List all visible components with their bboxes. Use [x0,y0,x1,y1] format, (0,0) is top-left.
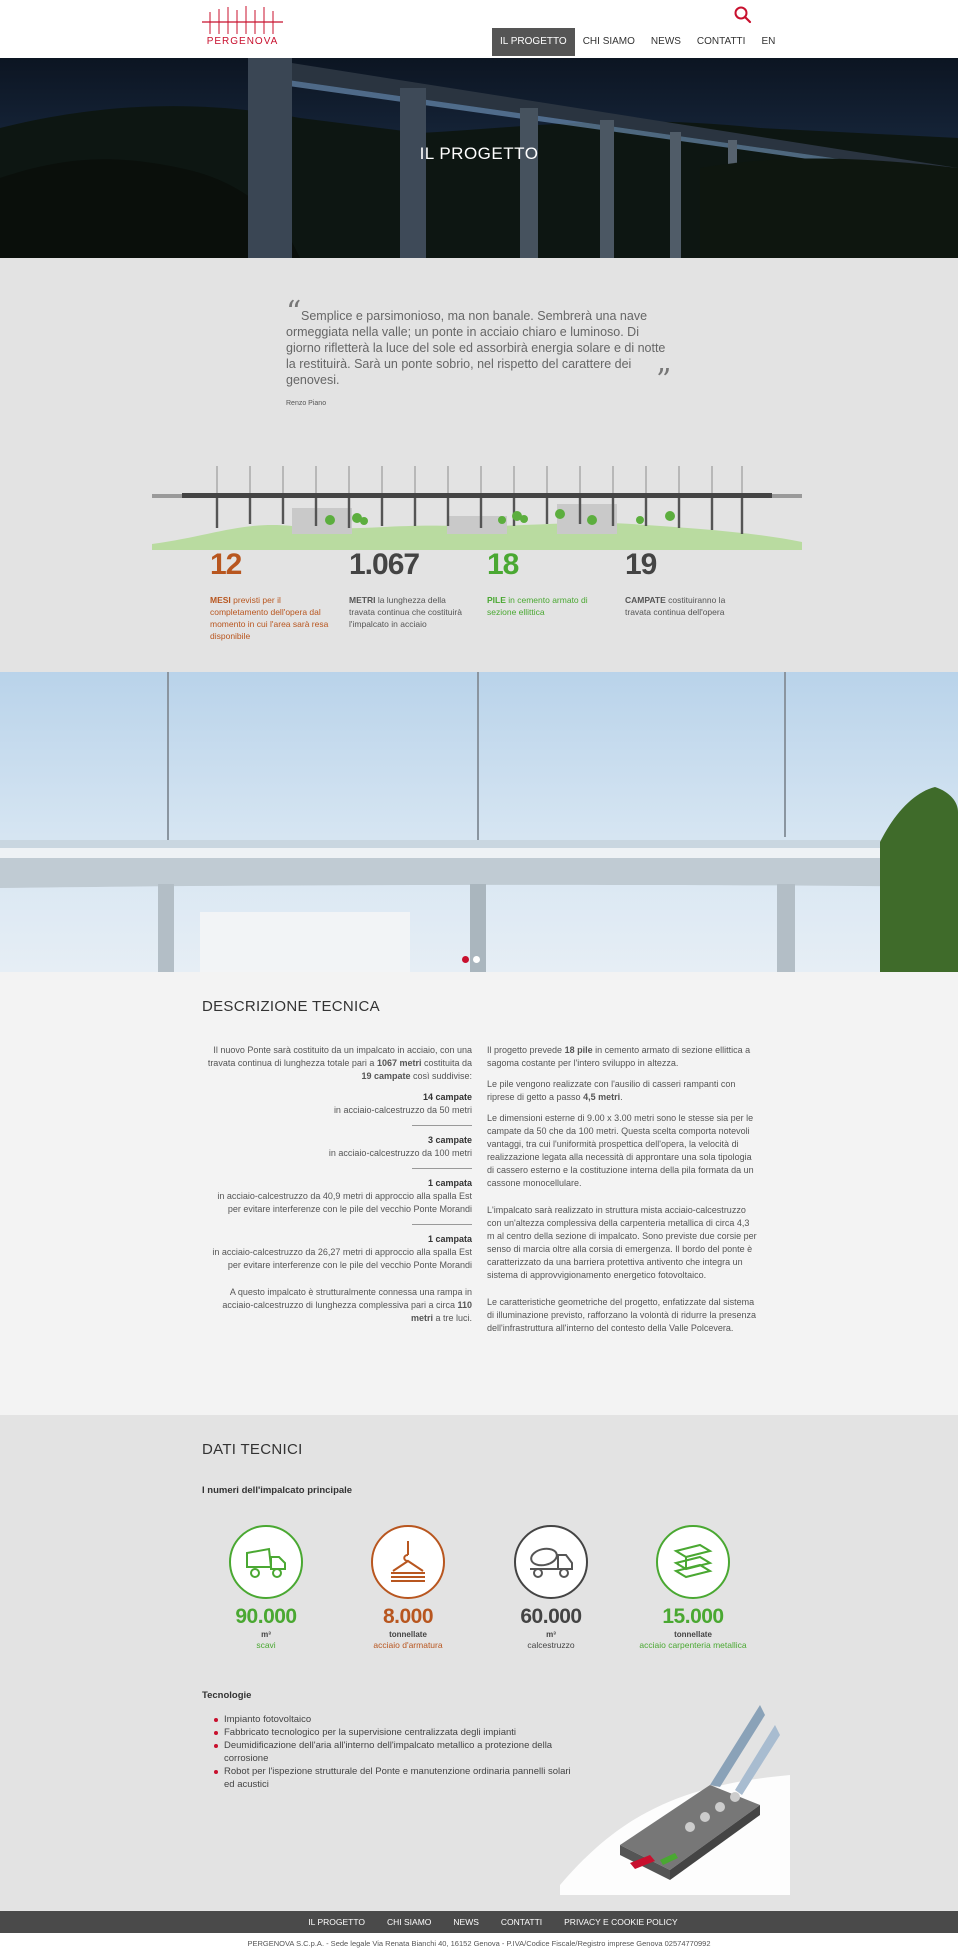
nav-il-progetto[interactable]: IL PROGETTO [492,28,575,56]
close-quote-icon: ” [656,363,672,398]
kpi-label: calcestruzzo [527,1640,575,1650]
descrizione-casseri-text: Le pile vengono realizzate con l'ausilio di casseri rampanti con riprese di getto a passo 4,5 metri. [487,1079,736,1102]
descrizione-impalcato-text: L'impalcato sarà realizzato in struttura mista acciaio-calcestruzzo con un'altezza complessiva della carpenteria metallica di circa 4,3 m al centro della sezione di impalcato. Sono previste due corsie per senso di marcia oltre alla corsia di emergenza. Il bordo del ponte è caratterizzato da una barriera protettiva antivento che integra un sistema di approvvigionamento energetico fotovoltaico. [487,1205,757,1280]
stat-pile-number: 18 [487,548,519,581]
descrizione-title: DESCRIZIONE TECNICA [202,998,380,1015]
renzo-piano-quote [286,295,672,407]
kpi-scavi [195,1525,337,1650]
kpi-label: acciaio d'armatura [373,1640,443,1650]
stat-metri-desc: METRI la lunghezza della travata continua che costituirà l'impalcato in acciaio [349,595,462,629]
hero-title: IL PROGETTO [419,144,539,163]
kpi-number: 15.000 [662,1605,724,1628]
quote-text: Semplice e parsimonioso, ma non banale. Sembrerà una nave ormeggiata nella valle; un ponte in acciaio chiaro e luminoso. Di giorno rifletterà la luce del sole ed assorbirà energia solare e di notte la restituirà. Sarà un ponte sobrio, nel rispetto del carattere dei genovesi. [286,309,666,387]
stat-campate-number: 19 [625,548,657,581]
descrizione-pile-text: Il progetto prevede 18 pile in cemento armato di sezione ellittica a sagoma costante per l'intero sviluppo in altezza. [487,1045,751,1068]
quote-author: Renzo Piano [286,400,327,407]
stat-pile-desc: PILE in cemento armato di sezione ellittica [487,595,588,617]
descrizione-left-column [202,1044,472,1333]
stat-mesi-desc: MESI previsti per il completamento dell'opera dal momento in cui l'area sarà resa disponibile [210,595,329,641]
bridge-day-photo [0,672,958,972]
stat-pile [487,548,607,618]
slider-dot-2[interactable] [473,956,480,963]
nav-chi-siamo[interactable]: CHI SIAMO [582,36,635,47]
stat-metri-number: 1.067 [349,548,420,581]
stat-mesi [210,548,330,642]
span-item: 14 campate in acciaio-calcestruzzo da 50 metri [333,1092,472,1115]
descrizione-outro: A questo impalcato è strutturalmente connessa una rampa in acciaio-calcestruzzo di lunghezza complessiva pari a circa 110 metri a tre luci. [222,1287,472,1323]
kpi-label: acciaio carpenteria metallica [639,1640,747,1650]
kpi-acciaio-carpenteria [622,1525,764,1650]
bridge-section-illustration [560,1695,790,1895]
dati-tecnici-section [0,1415,958,1911]
kpi-circle [371,1525,445,1599]
dati-title: DATI TECNICI [202,1441,303,1458]
main-nav [492,28,783,56]
divider [412,1168,472,1169]
list-item: Impianto fotovoltaico [214,1713,574,1726]
kpi-unit: m³ [546,1630,556,1639]
span-item: 1 campata in acciaio-calcestruzzo da 26,27 metri di approccio alla spalla Est per evitare interferenze con le pile del vecchio Ponte Morandi [212,1234,472,1270]
slider-dots [462,956,480,963]
crane-hook-icon [385,1541,431,1583]
divider [412,1224,472,1225]
descrizione-tecnica-section [0,972,958,1415]
stat-campate-desc: CAMPATE costituiranno la travata continua dell'opera [625,595,726,617]
kpi-circle [514,1525,588,1599]
list-item: Deumidificazione dell'aria all'interno dell'impalcato metallico a protezione della corrosione [214,1739,574,1765]
kpi-number: 90.000 [235,1605,297,1628]
span-item: 1 campata in acciaio-calcestruzzo da 40,9 metri di approccio alla spalla Est per evitare interferenze con le pile del vecchio Ponte Morandi [217,1178,472,1214]
footer-nav [0,1911,958,1933]
kpi-acciaio-armatura [337,1525,479,1650]
footer-link-news[interactable]: NEWS [453,1917,479,1927]
kpi-unit: tonnellate [674,1630,712,1639]
footer-link-chi-siamo[interactable]: CHI SIAMO [387,1917,432,1927]
steel-beam-icon [670,1541,716,1583]
kpi-circle [656,1525,730,1599]
logo-bridge-icon [200,4,285,36]
list-item: Robot per l'ispezione strutturale del Ponte e manutenzione ordinaria pannelli solari ed acustici [214,1765,574,1791]
descrizione-intro: Il nuovo Ponte sarà costituito da un impalcato in acciaio, con una travata continua di lunghezza totale pari a 1067 metri costituita da 19 campate così suddivise: [207,1045,472,1081]
kpi-unit: tonnellate [389,1630,427,1639]
nav-news[interactable]: NEWS [650,36,681,47]
dati-subtitle: I numeri dell'impalcato principale [202,1485,353,1496]
stat-metri [349,548,469,630]
descrizione-dimensioni-text: Le dimensioni esterne di 9.00 x 3.00 metri sono le stesse sia per le campate da 50 che da 100 metri. Questa scelta comporta notevoli vantaggi, tra cui l'uniformità prospettica dell'opera, la velocità di realizzazione legata alla necessità di approntare una sola tipologia di cassero esterno e la costituzione interna della pila formata da un cassone monocellulare. [487,1113,754,1188]
tecnologie-list [214,1713,574,1791]
footer-link-contatti[interactable]: CONTATTI [500,1917,543,1927]
kpi-label: scavi [256,1640,276,1650]
tecnologie-title: Tecnologie [202,1690,252,1701]
footer-link-il-progetto[interactable]: IL PROGETTO [308,1917,365,1927]
concrete-mixer-icon [528,1541,574,1583]
hero-banner [0,58,958,258]
quote-section [0,258,958,672]
descrizione-right-column [487,1044,757,1343]
site-header [0,0,958,58]
search-icon[interactable] [733,5,753,25]
stat-campate [625,548,745,618]
span-item: 3 campate in acciaio-calcestruzzo da 100 metri [328,1135,472,1158]
kpi-calcestruzzo [480,1525,622,1650]
nav-language-en[interactable]: EN [761,36,776,47]
kpi-number: 60.000 [520,1605,582,1628]
nav-contatti[interactable]: CONTATTI [696,36,746,47]
footer-legal: PERGENOVA S.C.p.A. - Sede legale Via Renata Bianchi 40, 16152 Genova - P.IVA/Codice Fiscale/Registro imprese Genova 02574770992 [0,1933,958,1957]
logo[interactable] [200,4,285,50]
divider [412,1125,472,1126]
logo-text: PERGENOVA [206,36,279,47]
list-item: Fabbricato tecnologico per la supervisione centralizzata degli impianti [214,1726,574,1739]
dump-truck-icon [243,1541,289,1583]
kpi-unit: m³ [261,1630,271,1639]
kpi-circle [229,1525,303,1599]
kpi-number: 8.000 [382,1605,434,1628]
open-quote-icon: “ [286,295,302,330]
stat-mesi-number: 12 [210,548,242,581]
footer-link-privacy[interactable]: PRIVACY E COOKIE POLICY [564,1917,678,1927]
slider-dot-1[interactable] [462,956,469,963]
descrizione-geometria-text: Le caratteristiche geometriche del progetto, enfatizzate dal sistema di illuminazione previsto, rafforzano la volontà di ridurre la presenza dell'infrastruttura all'interno del contesto della Valle Polcevera. [487,1297,756,1333]
bridge-photo-slider[interactable] [0,672,958,972]
